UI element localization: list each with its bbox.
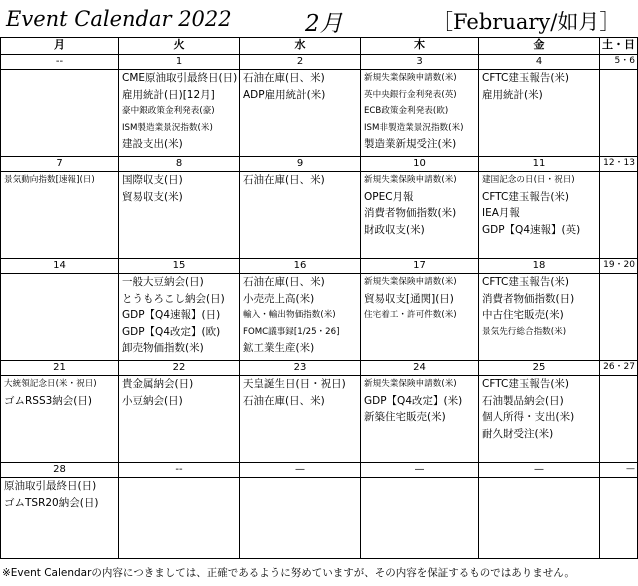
event-item: 原油取引最終日(日) <box>4 480 97 492</box>
weekend-dates: — <box>600 463 638 478</box>
event-item: ゴムRSS3納会(日) <box>4 394 92 407</box>
day-number: 25 <box>479 361 600 376</box>
day-number: 16 <box>240 259 361 274</box>
day-events-cell <box>240 376 361 463</box>
day-events-cell <box>479 172 600 259</box>
event-item: 新規失業保険申請数(米) <box>364 175 457 185</box>
event-item: 大統領記念日(米・祝日) <box>4 379 97 389</box>
week-date-row <box>1 55 638 70</box>
day-number: 24 <box>361 361 479 376</box>
day-events-cell <box>479 70 600 157</box>
week-date-row <box>1 463 638 478</box>
event-item: 消費者物価指数(日) <box>482 292 575 305</box>
week-date-row <box>1 157 638 172</box>
event-item: GDP【Q4改定】(米) <box>364 394 463 407</box>
day-number: — <box>361 463 479 478</box>
event-item: 景気先行総合指数(米) <box>482 326 567 337</box>
event-item: 石油在庫(日、米) <box>243 394 325 407</box>
event-item: 製造業新規受注(米) <box>364 138 457 151</box>
day-number: 17 <box>361 259 479 274</box>
week-events-row <box>1 274 638 361</box>
event-item: 新規失業保険申請数(米) <box>364 379 457 389</box>
day-number: — <box>240 463 361 478</box>
weekday-fri: 金 <box>479 38 600 55</box>
event-item: 石油在庫(日、米) <box>243 72 325 84</box>
event-item: 小売売上高(米) <box>243 292 315 305</box>
disclaimer-note: ※Event Calendarの内容につきましては、正確であるように努めていますが、その内容を保証するものではありません。 <box>2 567 575 579</box>
day-number: — <box>479 463 600 478</box>
event-item: CFTC建玉報告(米) <box>482 190 570 203</box>
event-item: 住宅着工・許可件数(米) <box>364 310 457 321</box>
event-item: 鉱工業生産(米) <box>243 342 315 355</box>
weekend-events-cell <box>600 376 638 463</box>
week-events-row <box>1 172 638 259</box>
day-events-cell <box>119 274 240 361</box>
weekday-thu: 木 <box>361 38 479 55</box>
event-item: 英中央銀行金利発表(英) <box>364 89 457 100</box>
weekday-tue: 火 <box>119 38 240 55</box>
event-item: CME原油取引最終日(日) <box>122 72 238 84</box>
day-number: 2 <box>240 55 361 70</box>
event-item: 一般大豆納会(日) <box>122 276 204 288</box>
day-events-cell <box>361 70 479 157</box>
event-item: 貿易収支(米) <box>122 190 183 203</box>
event-item: OPEC月報 <box>364 190 414 203</box>
weekend-events-cell <box>600 172 638 259</box>
day-number: 22 <box>119 361 240 376</box>
day-events-cell <box>240 172 361 259</box>
event-item: 耐久財受注(米) <box>482 427 554 440</box>
day-number: 3 <box>361 55 479 70</box>
event-item: 卸売物価指数(米) <box>122 342 204 355</box>
event-item: 天皇誕生日(日・祝日) <box>243 378 346 390</box>
day-events-cell <box>240 274 361 361</box>
day-events-cell <box>240 70 361 157</box>
day-events-cell <box>361 172 479 259</box>
calendar-month-name: ［February/如月］ <box>432 10 621 34</box>
weekend-dates: 12・13 <box>600 157 638 172</box>
event-item: 輸入・輸出物価指数(米) <box>243 310 336 321</box>
day-number: 7 <box>1 157 119 172</box>
event-item: 中古住宅販売(米) <box>482 309 564 322</box>
weekday-wed: 水 <box>240 38 361 55</box>
day-number: 10 <box>361 157 479 172</box>
event-item: 財政収支(米) <box>364 223 425 236</box>
week-events-row <box>1 478 638 559</box>
weekend-events-cell <box>600 274 638 361</box>
day-number: 11 <box>479 157 600 172</box>
event-item: FOMC議事録[1/25・26] <box>243 326 340 337</box>
event-item: 新築住宅販売(米) <box>364 411 446 424</box>
weekend-events-cell <box>600 70 638 157</box>
day-number: 21 <box>1 361 119 376</box>
weekend-dates: 5・6 <box>600 55 638 70</box>
event-item: ISM非製造業景況指数(米) <box>364 122 464 133</box>
event-item: CFTC建玉報告(米) <box>482 378 570 390</box>
event-item: ISM製造業景況指数(米) <box>122 122 213 133</box>
day-number: -- <box>119 463 240 478</box>
day-number: 1 <box>119 55 240 70</box>
event-item: とうもろこし納会(日) <box>122 292 225 305</box>
event-item: ECB政策金利発表(欧) <box>364 106 449 117</box>
event-item: 消費者物価指数(米) <box>364 207 457 220</box>
day-events-cell <box>1 478 119 559</box>
week-date-row <box>1 361 638 376</box>
day-number: 8 <box>119 157 240 172</box>
weekday-mon: 月 <box>1 38 119 55</box>
day-events-cell <box>361 274 479 361</box>
calendar-grid <box>0 37 638 559</box>
day-number: 18 <box>479 259 600 274</box>
day-events-cell <box>1 70 119 157</box>
day-events-cell <box>479 274 600 361</box>
day-events-cell <box>1 376 119 463</box>
event-item: GDP【Q4改定】(欧) <box>122 325 221 338</box>
event-item: 石油製品納会(日) <box>482 394 564 407</box>
event-item: 雇用統計(米) <box>482 88 543 101</box>
event-item: 小豆納会(日) <box>122 394 183 407</box>
event-item: 新規失業保険申請数(米) <box>364 73 457 83</box>
calendar-month: 2月 <box>305 11 343 37</box>
event-item: ゴムTSR20納会(日) <box>4 496 99 509</box>
weekday-header-row <box>1 38 638 55</box>
weekend-dates: 19・20 <box>600 259 638 274</box>
weekend-dates: 26・27 <box>600 361 638 376</box>
week-date-row <box>1 259 638 274</box>
event-item: 雇用統計(日)[12月] <box>122 88 215 101</box>
day-events-cell <box>119 70 240 157</box>
day-events-cell <box>479 478 600 559</box>
day-events-cell <box>119 478 240 559</box>
day-events-cell <box>119 376 240 463</box>
event-item: CFTC建玉報告(米) <box>482 276 570 288</box>
day-events-cell <box>361 376 479 463</box>
week-events-row <box>1 376 638 463</box>
weekend-events-cell <box>600 478 638 559</box>
day-number: 14 <box>1 259 119 274</box>
day-events-cell <box>119 172 240 259</box>
event-item: 貴金属納会(日) <box>122 378 194 390</box>
day-number: -- <box>1 55 119 70</box>
event-item: GDP【Q4速報】(英) <box>482 223 581 236</box>
event-item: 個人所得・支出(米) <box>482 411 575 424</box>
day-events-cell <box>240 478 361 559</box>
event-item: ADP雇用統計(米) <box>243 88 326 101</box>
week-events-row <box>1 70 638 157</box>
event-item: 新規失業保険申請数(米) <box>364 277 457 287</box>
weekday-weekend: 土・日 <box>600 38 638 55</box>
event-item: 豪中銀政策金利発表(豪) <box>122 106 215 117</box>
day-events-cell <box>1 172 119 259</box>
event-item: IEA月報 <box>482 207 520 220</box>
calendar-title: Event Calendar 2022 <box>6 7 232 31</box>
day-events-cell <box>361 478 479 559</box>
day-events-cell <box>1 274 119 361</box>
day-events-cell <box>479 376 600 463</box>
event-item: 国際収支(日) <box>122 174 183 186</box>
day-number: 9 <box>240 157 361 172</box>
event-item: 石油在庫(日、米) <box>243 276 325 288</box>
day-number: 15 <box>119 259 240 274</box>
day-number: 28 <box>1 463 119 478</box>
event-item: 貿易収支[通関](日) <box>364 292 454 305</box>
day-number: 4 <box>479 55 600 70</box>
event-item: 建設支出(米) <box>122 138 183 151</box>
event-item: CFTC建玉報告(米) <box>482 72 570 84</box>
calendar-header <box>0 0 638 38</box>
event-item: GDP【Q4速報】(日) <box>122 309 221 322</box>
event-item: 石油在庫(日、米) <box>243 174 325 186</box>
day-number: 23 <box>240 361 361 376</box>
event-item: 景気動向指数[速報](日) <box>4 175 95 185</box>
event-item: 建国記念の日(日・祝日) <box>482 175 575 185</box>
